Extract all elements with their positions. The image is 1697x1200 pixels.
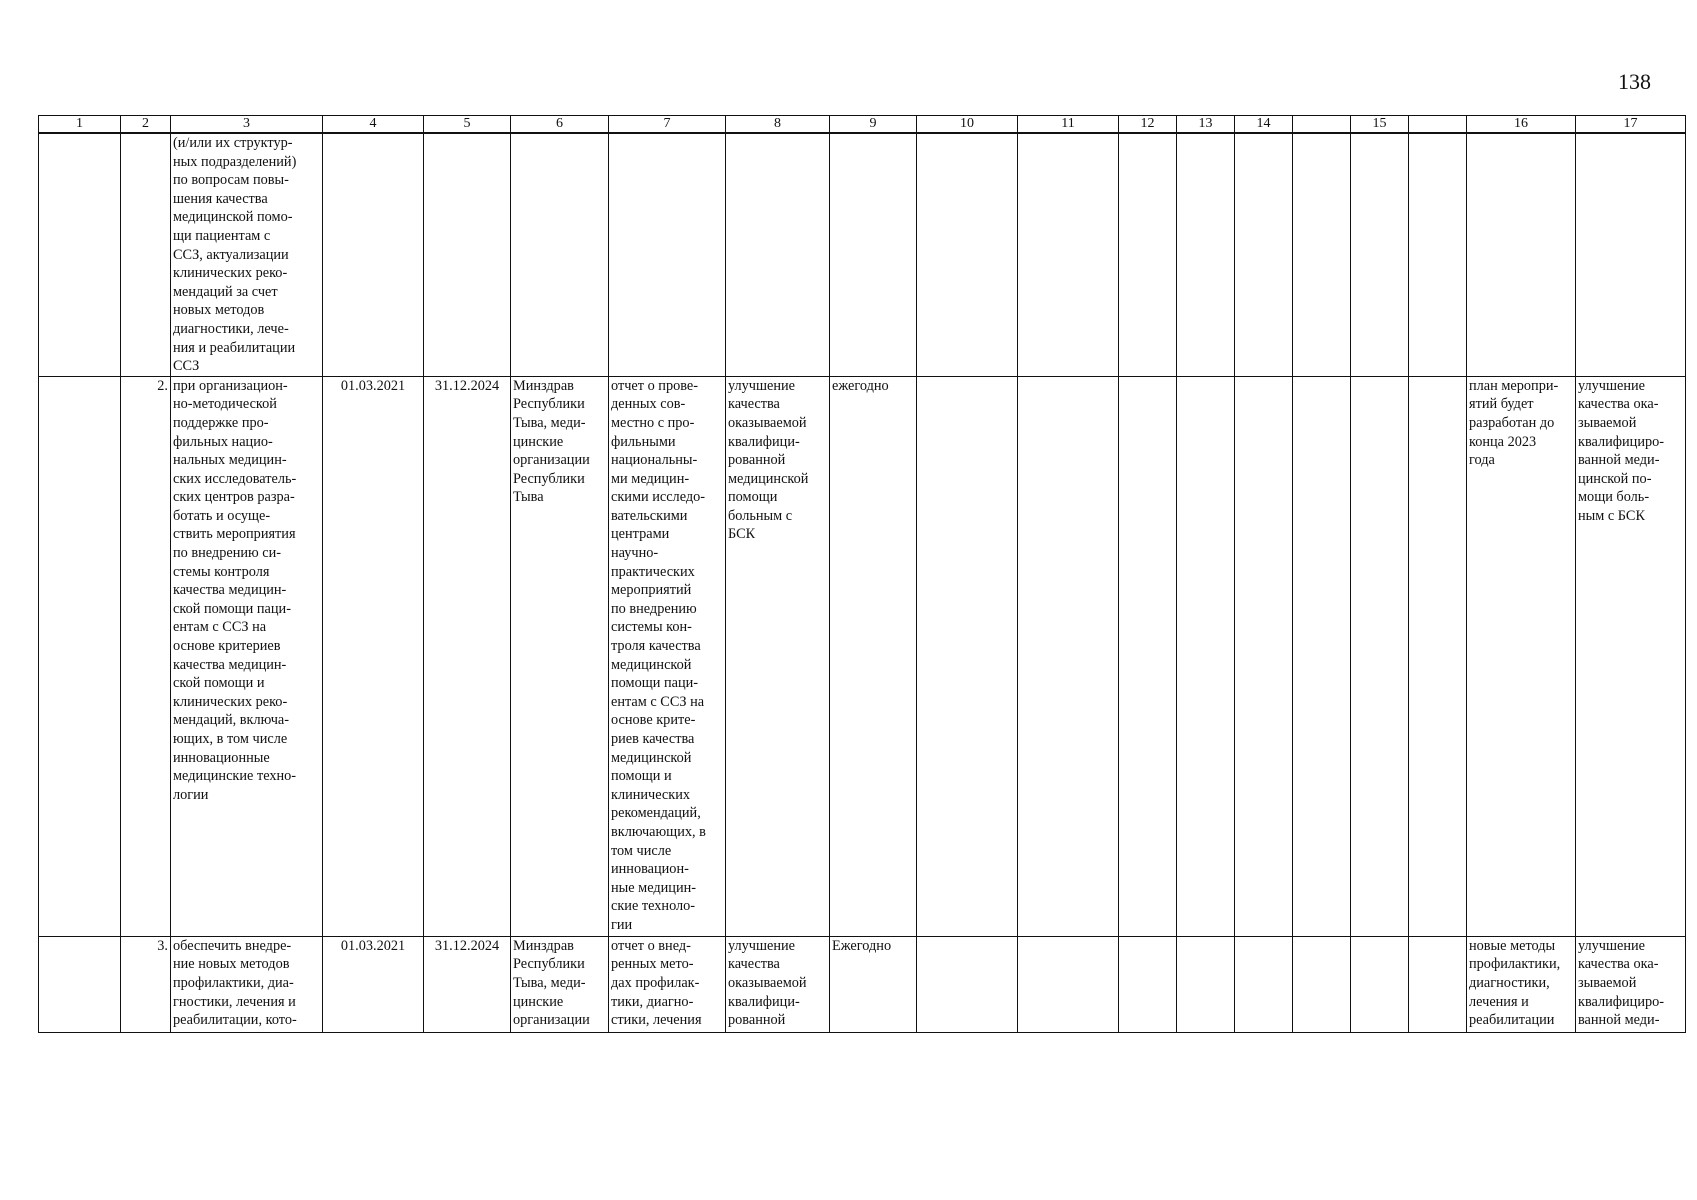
column-number: 10 — [917, 116, 1018, 134]
empty-cell — [1293, 133, 1351, 376]
outcome-cell: улучшение качества ока- зываемой квалифициро- ванной меди- цинской по- мощи боль- ным с БСК — [1576, 376, 1686, 936]
empty-cell — [1177, 133, 1235, 376]
column-number: 14 — [1235, 116, 1293, 134]
empty-cell — [1293, 936, 1351, 1032]
empty-cell — [1293, 376, 1351, 936]
empty-cell — [1119, 376, 1177, 936]
report-cell — [609, 133, 726, 376]
empty-cell — [1351, 376, 1409, 936]
empty-cell — [1235, 133, 1293, 376]
empty-cell — [1018, 936, 1119, 1032]
frequency-cell: Ежегодно — [830, 936, 917, 1032]
column-number: 16 — [1467, 116, 1576, 134]
activity-cell: при организацион- но-методической поддержке про- фильных нацио- нальных медицин- ских исследователь- ских центров разра- ботать и осуще- ствить мероприятия по внедрению си- стемы контроля качества медицин- ской помощи паци- ентам с ССЗ на основе критериев качества медицин- ской помощи и клинических реко- мендаций, включа- ющих, в том числе инновационные медицинские техно- логии — [171, 376, 323, 936]
empty-cell — [1409, 133, 1467, 376]
column-number: 1 — [39, 116, 121, 134]
responsible-cell — [511, 133, 609, 376]
column-number: 8 — [726, 116, 830, 134]
empty-cell — [1409, 376, 1467, 936]
end-date: 31.12.2024 — [424, 936, 511, 1032]
column-number-row — [39, 116, 1686, 134]
empty-cell — [1018, 376, 1119, 936]
frequency-cell: ежегодно — [830, 376, 917, 936]
responsible-cell: Минздрав Республики Тыва, меди- цинские организации Республики Тыва — [511, 376, 609, 936]
column-number: 6 — [511, 116, 609, 134]
start-date: 01.03.2021 — [323, 376, 424, 936]
column-number: 11 — [1018, 116, 1119, 134]
result-cell: улучшение качества оказываемой квалифици- рованной медицинской помощи больным с БСК — [726, 376, 830, 936]
table-row — [39, 133, 1686, 376]
activity-cell: обеспечить внедре- ние новых методов профилактики, диа- гностики, лечения и реабилитации, кото- — [171, 936, 323, 1032]
column-number: 9 — [830, 116, 917, 134]
row-number — [121, 133, 171, 376]
plan-cell: новые методы профилактики, диагностики, лечения и реабилитации — [1467, 936, 1576, 1032]
plan-cell — [1467, 133, 1576, 376]
column-number: 7 — [609, 116, 726, 134]
empty-cell — [1409, 936, 1467, 1032]
empty-cell — [917, 376, 1018, 936]
table-row — [39, 376, 1686, 936]
row-number: 2. — [121, 376, 171, 936]
column-number: 3 — [171, 116, 323, 134]
row-number: 3. — [121, 936, 171, 1032]
column-number: 5 — [424, 116, 511, 134]
start-date — [323, 133, 424, 376]
empty-cell — [1351, 936, 1409, 1032]
empty-cell — [1177, 936, 1235, 1032]
table-row — [39, 936, 1686, 1032]
column-number — [1293, 116, 1351, 134]
frequency-cell — [830, 133, 917, 376]
empty-cell — [1119, 133, 1177, 376]
column-number: 13 — [1177, 116, 1235, 134]
empty-cell — [917, 133, 1018, 376]
column-number: 4 — [323, 116, 424, 134]
empty-cell — [1018, 133, 1119, 376]
activity-cell: (и/или их структур- ных подразделений) по вопросам повы- шения качества медицинской помо- щи пациентам с ССЗ, актуализации клинических реко- мендаций за счет новых методов диагностики, лече- ния и реабилитации ССЗ — [171, 133, 323, 376]
page-number: 138 — [1618, 69, 1651, 94]
responsible-cell: Минздрав Республики Тыва, меди- цинские организации — [511, 936, 609, 1032]
column-number: 17 — [1576, 116, 1686, 134]
end-date: 31.12.2024 — [424, 376, 511, 936]
outcome-cell: улучшение качества ока- зываемой квалифициро- ванной меди- — [1576, 936, 1686, 1032]
report-cell: отчет о внед- ренных мето- дах профилак- тики, диагно- стики, лечения — [609, 936, 726, 1032]
empty-cell — [1119, 936, 1177, 1032]
activity-table — [38, 115, 1686, 1033]
report-cell: отчет о прове- денных сов- местно с про- фильными национальны- ми медицин- скими исследо- вательскими центрами научно- практических мероприятий по внедрению системы кон- троля качества медицинской помощи паци- ентам с ССЗ на основе крите- риев качества медицинской помощи и клинических рекомендаций, включающих, в том числе инновацион- ные медицин- ские техноло- гии — [609, 376, 726, 936]
empty-cell — [39, 133, 121, 376]
empty-cell — [1351, 133, 1409, 376]
empty-cell — [1177, 376, 1235, 936]
result-cell: улучшение качества оказываемой квалифици- рованной — [726, 936, 830, 1032]
column-number: 15 — [1351, 116, 1409, 134]
column-number: 2 — [121, 116, 171, 134]
outcome-cell — [1576, 133, 1686, 376]
end-date — [424, 133, 511, 376]
column-number: 12 — [1119, 116, 1177, 134]
start-date: 01.03.2021 — [323, 936, 424, 1032]
result-cell — [726, 133, 830, 376]
column-number — [1409, 116, 1467, 134]
plan-cell: план меропри- ятий будет разработан до конца 2023 года — [1467, 376, 1576, 936]
empty-cell — [917, 936, 1018, 1032]
empty-cell — [39, 376, 121, 936]
empty-cell — [39, 936, 121, 1032]
empty-cell — [1235, 936, 1293, 1032]
empty-cell — [1235, 376, 1293, 936]
